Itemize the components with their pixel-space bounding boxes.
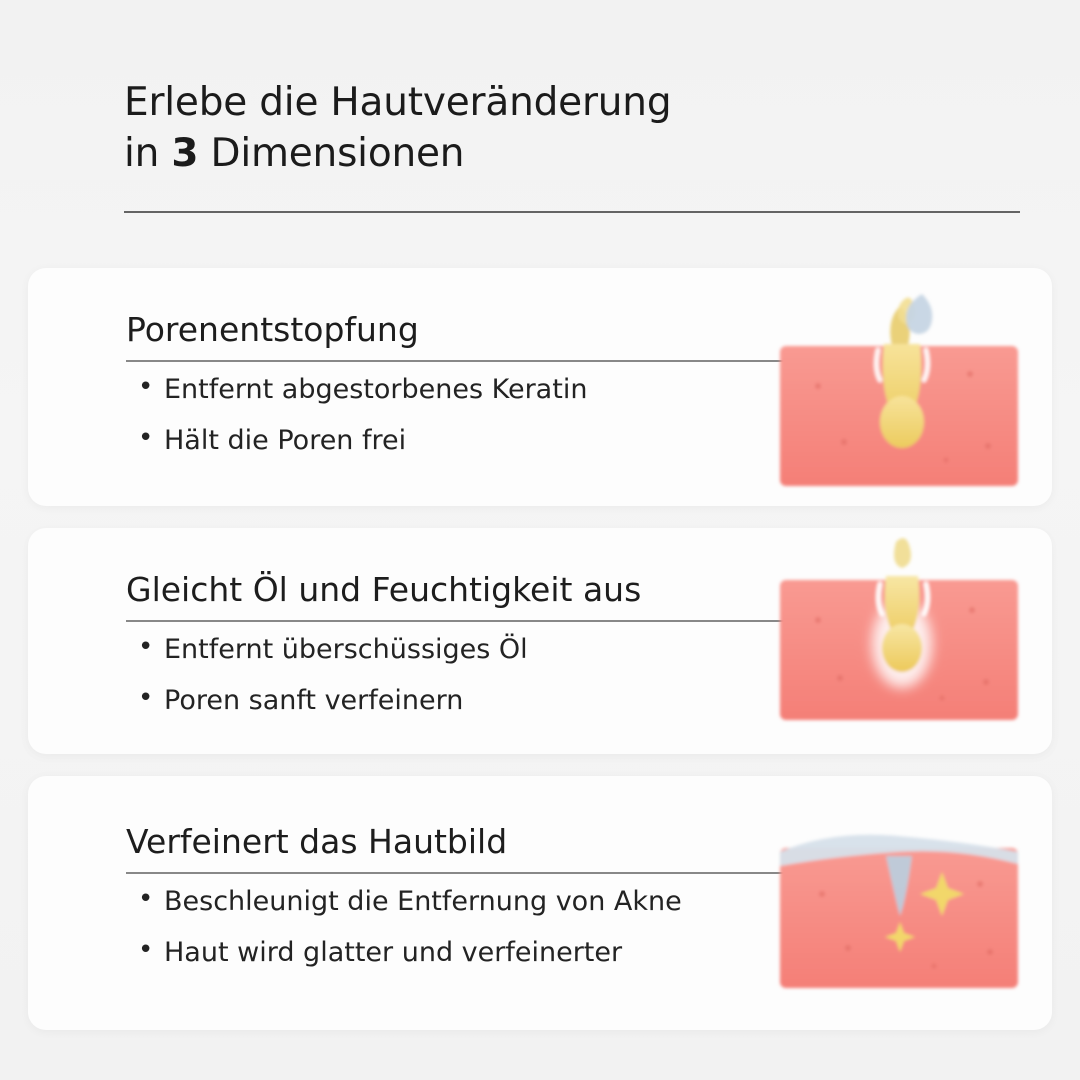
benefit-card-3-text xyxy=(126,824,806,971)
list-item: • Entfernt überschüssiges Öl xyxy=(126,632,806,668)
list-item: • Poren sanft verfeinern xyxy=(126,683,806,719)
smooth-skin-illustration xyxy=(774,798,1024,1008)
benefit-card-2-text xyxy=(126,572,806,719)
title-line-1: Erlebe die Hautveränderung xyxy=(124,80,672,125)
list-item: • Hält die Poren frei xyxy=(126,423,806,459)
benefit-card-3 xyxy=(28,776,1052,1030)
benefit-card-2 xyxy=(28,528,1052,754)
title-line-2 xyxy=(124,129,1024,180)
title-line-2-prefix: in xyxy=(124,130,172,176)
benefit-card-1-text xyxy=(126,312,806,459)
list-item: • Haut wird glatter und verfeinerter xyxy=(126,935,806,971)
benefit-card-3-title: Verfeinert das Hautbild xyxy=(126,822,508,861)
header-divider xyxy=(124,211,1020,213)
list-item: • Entfernt abgestorbenes Keratin xyxy=(126,372,806,408)
title-dimension-count: 3 xyxy=(171,130,199,176)
list-item: • Beschleunigt die Entfernung von Akne xyxy=(126,884,806,920)
benefit-card-2-bullets xyxy=(126,632,806,719)
benefit-card-1 xyxy=(28,268,1052,506)
title-line-2-suffix: Dimensionen xyxy=(198,130,465,176)
page-title xyxy=(124,78,1024,179)
benefit-card-2-divider xyxy=(126,620,790,622)
oil-balance-illustration xyxy=(774,536,1024,746)
benefit-card-1-title: Porenentstopfung xyxy=(126,310,419,349)
benefit-card-1-bullets xyxy=(126,372,806,459)
clogged-pore-illustration xyxy=(774,282,1024,492)
benefit-card-2-title: Gleicht Öl und Feuchtigkeit aus xyxy=(126,570,642,609)
benefit-card-3-divider xyxy=(126,872,790,874)
benefit-card-1-divider xyxy=(126,360,790,362)
benefit-card-3-bullets xyxy=(126,884,806,971)
